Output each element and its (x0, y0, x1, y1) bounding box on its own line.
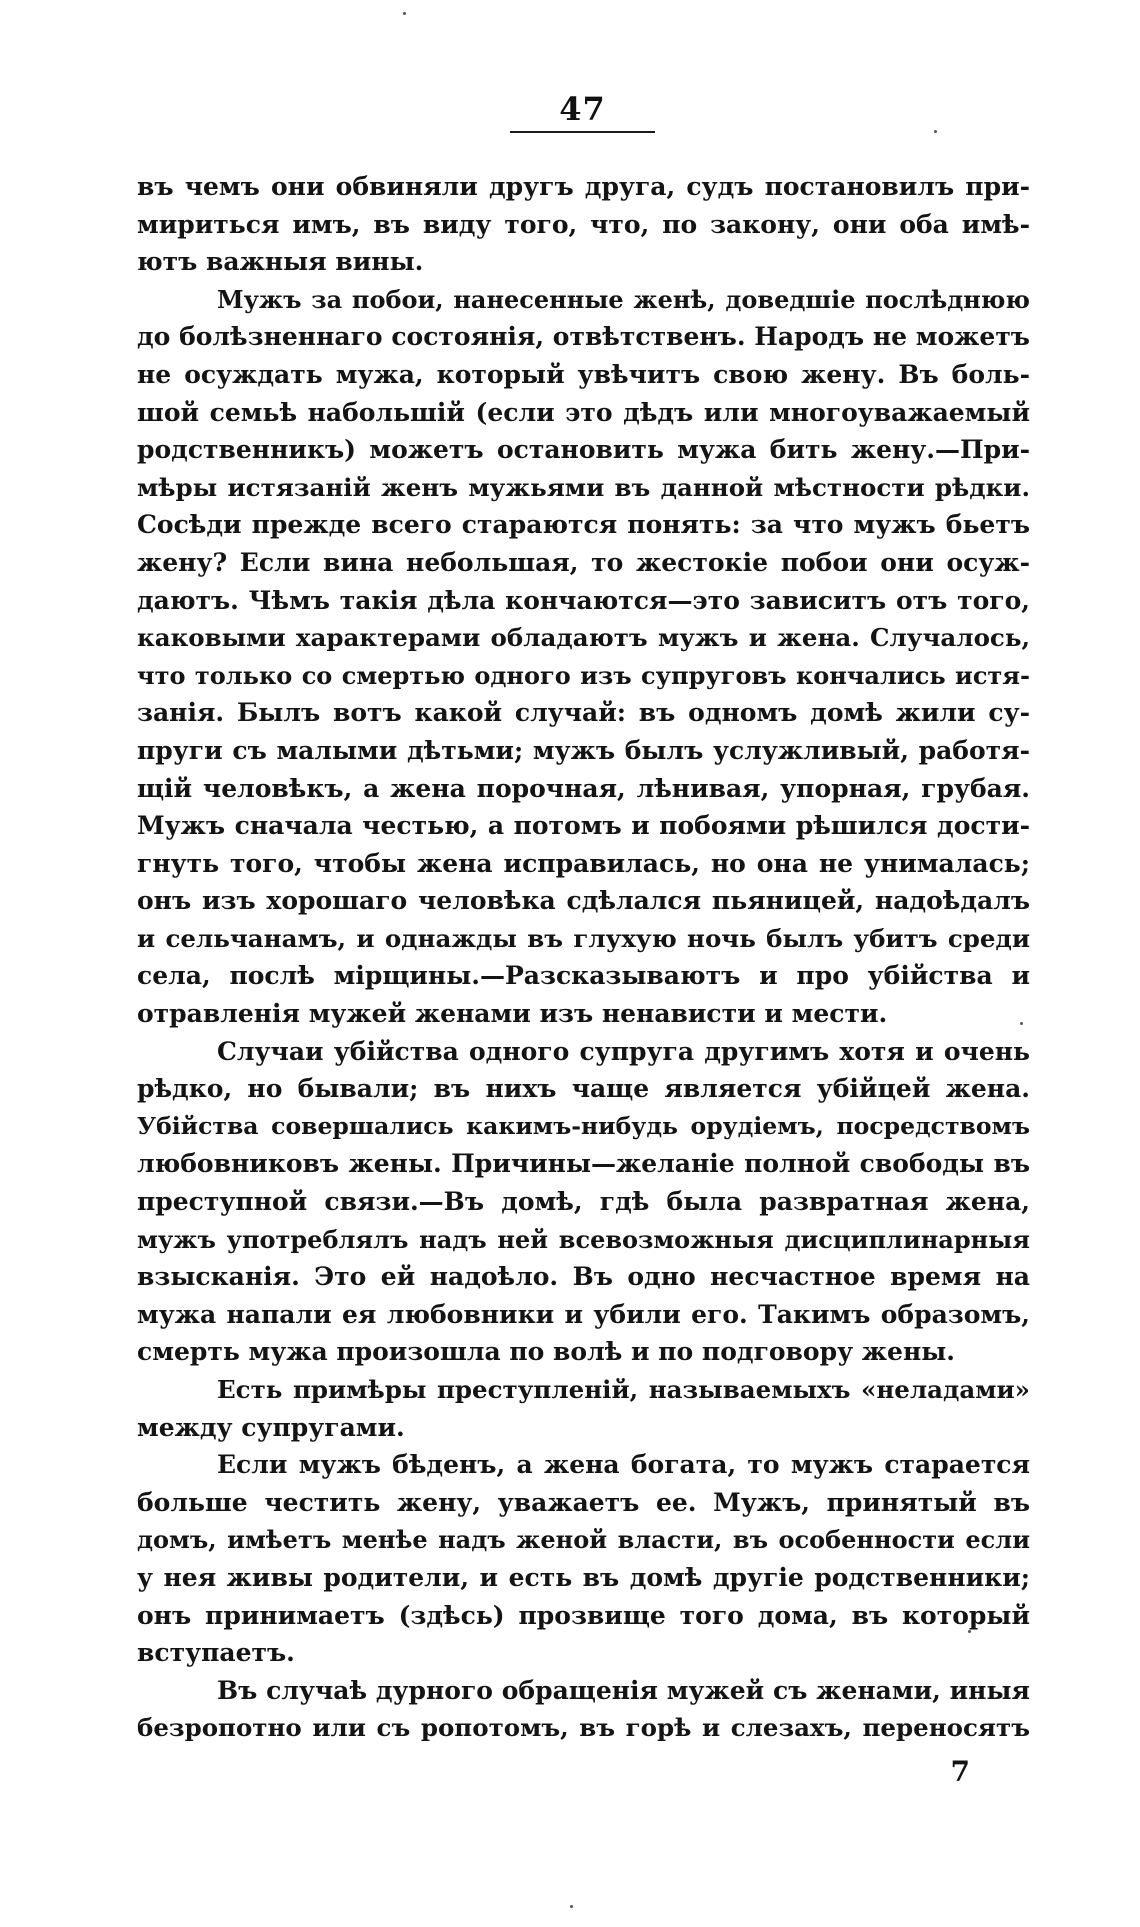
paper-speck (570, 1905, 573, 1908)
text-line: рѣдко, но бывали; въ нихъ чаще является убійцей жена. (137, 1074, 1030, 1104)
paper-speck (1020, 1022, 1023, 1025)
text-line: и сельчанамъ, и однажды въ глухую ночь былъ убитъ среди (137, 923, 1030, 953)
text-line: взысканія. Это ей надоѣло. Въ одно несчастное время на (137, 1262, 1030, 1292)
header-rule (510, 131, 655, 133)
text-line: что только со смертью одного изъ супруговъ кончались истя- (137, 660, 1030, 690)
printer-signature-mark: 7 (950, 1755, 970, 1788)
text-line: въ чемъ они обвиняли другъ друга, судъ постановилъ при- (137, 172, 1030, 201)
text-line: Случаи убійства одного супруга другимъ хотя и очень (217, 1036, 1030, 1066)
text-line: Есть примѣры преступленій, называемыхъ «неладами» (217, 1375, 1030, 1404)
text-line: безропотно или съ ропотомъ, въ горѣ и слезахъ, переносятъ (137, 1713, 1030, 1743)
text-line: онъ принимаетъ (здѣсь) прозвище того дома, въ который (137, 1600, 1030, 1630)
text-line: шой семьѣ набольшій (если это дѣдъ или многоуважаемый (137, 397, 1030, 427)
text-line: мѣры истязаній женъ мужьями въ данной мѣстности рѣдки. (137, 472, 1030, 502)
text-line: не осуждать мужа, который увѣчитъ свою жену. Въ боль- (137, 359, 1030, 389)
text-line: Мужъ сначала честью, а потомъ и побоями рѣшился дости- (137, 811, 1030, 841)
text-line: больше честить жену, уважаетъ ее. Мужъ, принятый въ (137, 1487, 1030, 1517)
text-line: смерть мужа произошла по волѣ и по подговору жены. (137, 1337, 956, 1367)
text-line: мужа напали ея любовники и убили его. Такимъ образомъ, (137, 1299, 1030, 1329)
text-line: щій человѣкъ, а жена порочная, лѣнивая, упорная, грубая. (137, 773, 1030, 803)
paper-speck (934, 130, 937, 133)
text-line: Сосѣди прежде всего стараются понять: за что мужъ бьетъ (137, 510, 1030, 540)
text-line: вступаетъ. (137, 1638, 295, 1668)
text-line: жену? Если вина небольшая, то жестокіе побои они осуж- (137, 547, 1030, 577)
text-line: онъ изъ хорошаго человѣка сдѣлался пьяницей, надоѣдалъ (137, 886, 1030, 916)
text-line: села, послѣ мірщины.—Разсказываютъ и про убійства и (137, 961, 1030, 991)
text-line: даютъ. Чѣмъ такія дѣла кончаются—это зависитъ отъ того, (137, 585, 1030, 615)
paper-speck (403, 12, 406, 15)
text-line: Мужъ за побои, нанесенные женѣ, доведшіе послѣднюю (217, 284, 1030, 314)
body-text (137, 168, 1030, 1747)
text-line: пруги съ малыми дѣтьми; мужъ былъ услужливый, работя- (137, 735, 1030, 765)
text-line: Въ случаѣ дурного обращенія мужей съ женами, иныя (217, 1675, 1030, 1705)
text-line: Убійства совершались какимъ-нибудь орудіемъ, посредствомъ (137, 1111, 1030, 1140)
paper-speck (968, 1630, 971, 1633)
text-line: занія. Былъ вотъ какой случай: въ одномъ домѣ жили су- (137, 698, 1030, 728)
text-line: до болѣзненнаго состоянія, отвѣтственъ. Народъ не можетъ (137, 322, 1030, 352)
text-line: отравленія мужей женами изъ ненависти и мести. (137, 999, 888, 1029)
text-line: ютъ важныя вины. (137, 247, 424, 277)
text-line: домъ, имѣетъ менѣе надъ женой власти, въ особенности если (137, 1525, 1030, 1555)
page-number: 47 (559, 90, 606, 128)
text-line: между супругами. (137, 1412, 405, 1442)
text-line: каковыми характерами обладаютъ мужъ и жена. Случалось, (137, 623, 1030, 653)
text-line: любовниковъ жены. Причины—желаніе полной свободы въ (137, 1149, 1030, 1179)
text-line: мириться имъ, въ виду того, что, по закону, они оба имѣ- (137, 209, 1030, 239)
text-line: Если мужъ бѣденъ, а жена богата, то мужъ старается (217, 1450, 1030, 1480)
text-line: мужъ употреблялъ надъ ней всевозможныя дисциплинарныя (137, 1224, 1030, 1254)
text-line: у нея живы родители, и есть въ домѣ другіе родственники; (137, 1562, 1030, 1592)
text-line: преступной связи.—Въ домѣ, гдѣ была развратная жена, (137, 1187, 1030, 1217)
text-line: родственникъ) можетъ остановить мужа бить жену.—При- (137, 435, 1030, 465)
text-line: гнуть того, чтобы жена исправилась, но она не унималась; (137, 848, 1030, 878)
